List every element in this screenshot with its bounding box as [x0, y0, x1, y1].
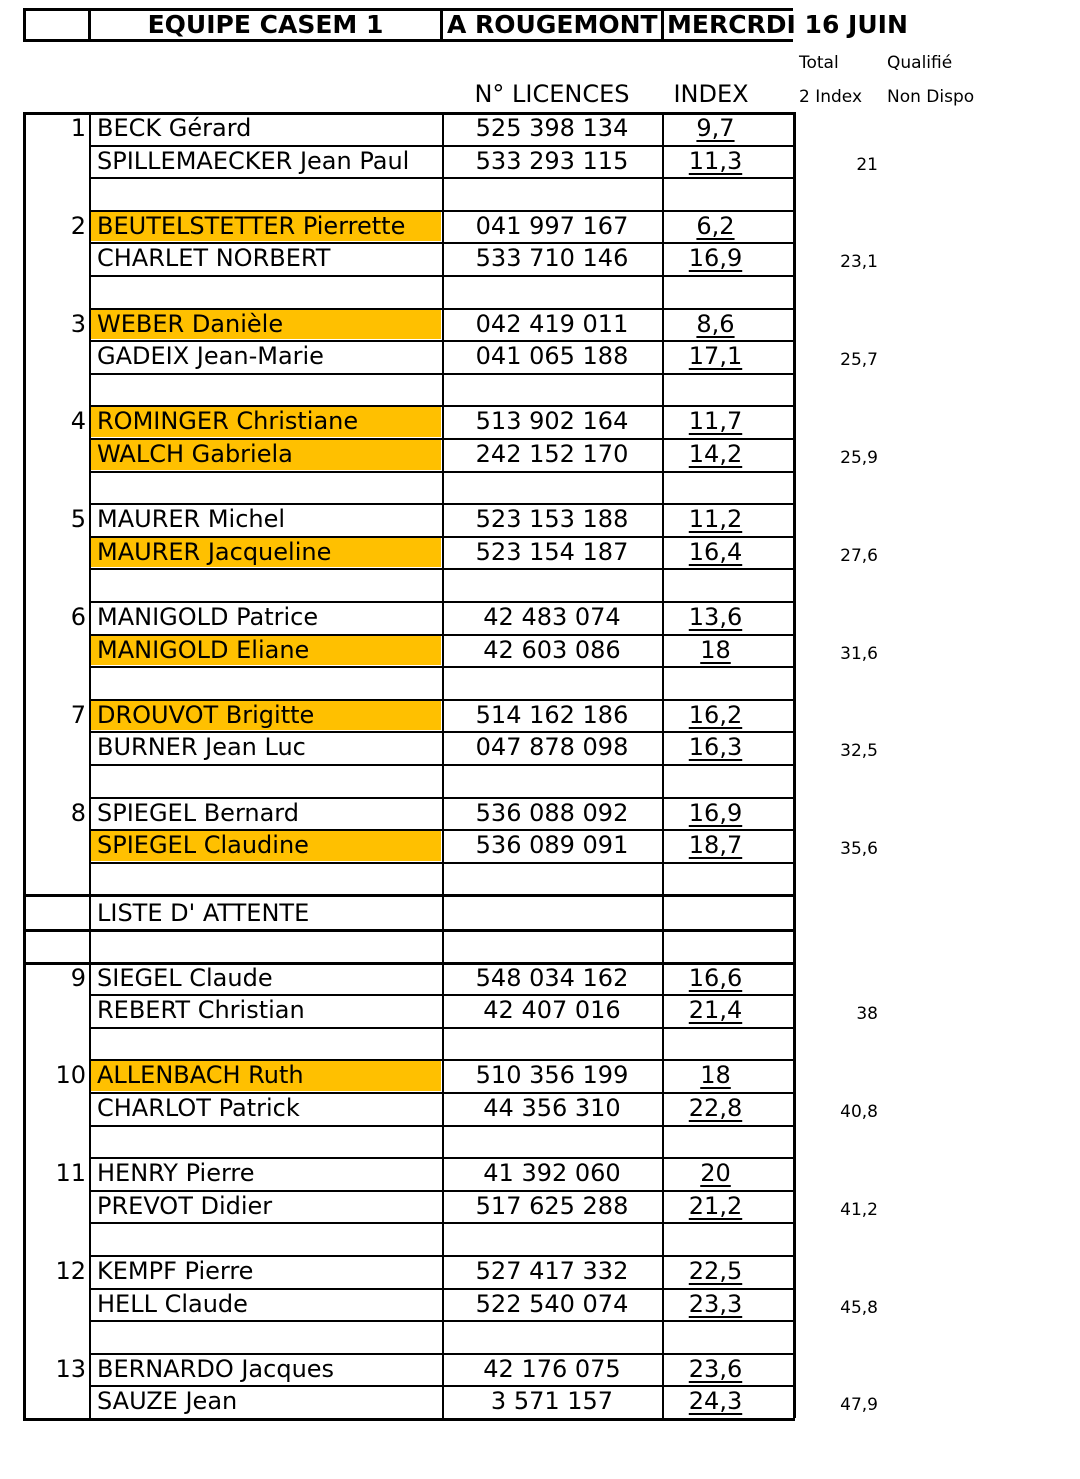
licence-number: 41 392 060 [483, 1159, 621, 1188]
player-name: MAURER Jacqueline [97, 537, 332, 566]
licences-header: N° LICENCES [474, 80, 630, 108]
player-name: MAURER Michel [97, 505, 286, 534]
player-name: SPIEGEL Bernard [97, 798, 299, 827]
row-border [89, 1125, 793, 1127]
player-index: 16,2 [688, 700, 743, 729]
column-border [662, 112, 664, 1418]
row-border [89, 666, 793, 668]
total-header-line1: Total [799, 53, 839, 73]
player-name: SPIEGEL Claudine [97, 831, 309, 860]
row-border [89, 764, 793, 766]
licence-number: 047 878 098 [475, 733, 629, 762]
team-number: 12 [55, 1257, 86, 1285]
licence-number: 44 356 310 [483, 1094, 621, 1122]
player-name: ALLENBACH Ruth [97, 1061, 304, 1090]
row-border [89, 1320, 793, 1322]
qualified-header-line2: Non Dispo [887, 87, 975, 107]
team-total-index: 47,9 [840, 1395, 878, 1416]
licence-number: 517 625 288 [475, 1191, 629, 1220]
team-total-index: 31,6 [840, 643, 878, 664]
team-total-index: 25,9 [840, 448, 878, 468]
team-number: 7 [70, 700, 86, 729]
player-index: 13,6 [688, 603, 743, 631]
player-name: ROMINGER Christiane [97, 407, 359, 436]
player-index: 17,1 [688, 342, 743, 371]
licence-number: 513 902 164 [475, 407, 629, 436]
player-index: 14,2 [688, 440, 743, 468]
licence-number: 523 154 187 [475, 537, 629, 566]
licence-number: 522 540 074 [475, 1289, 629, 1318]
row-border [89, 177, 793, 179]
player-index: 11,3 [688, 146, 743, 175]
licence-number: 042 419 011 [475, 309, 629, 338]
player-index: 16,9 [688, 798, 743, 827]
player-index: 21,4 [688, 996, 743, 1025]
player-name: HELL Claude [97, 1289, 248, 1318]
player-index: 18 [700, 1061, 731, 1090]
player-index: 11,7 [688, 407, 743, 436]
team-number: 4 [70, 407, 86, 436]
licence-number: 510 356 199 [475, 1061, 629, 1090]
team-number: 5 [70, 505, 86, 534]
player-index: 21,2 [688, 1191, 743, 1220]
team-number: 1 [70, 114, 86, 142]
player-name: KEMPF Pierre [97, 1257, 254, 1285]
row-border [89, 862, 793, 864]
team-total-index: 21 [856, 154, 878, 175]
player-name: SAUZE Jean [97, 1387, 238, 1416]
player-name: GADEIX Jean-Marie [97, 342, 324, 371]
row-border [89, 275, 793, 277]
licence-number: 533 710 146 [475, 244, 629, 273]
team-number: 3 [70, 309, 86, 338]
player-index: 16,9 [688, 244, 743, 273]
licence-number: 42 603 086 [483, 635, 621, 664]
licence-number: 041 997 167 [475, 211, 629, 240]
team-total-index: 32,5 [840, 741, 878, 762]
player-index: 22,8 [688, 1094, 743, 1122]
player-name: DROUVOT Brigitte [97, 700, 315, 729]
team-title: EQUIPE CASEM 1 [147, 10, 384, 39]
player-name: MANIGOLD Patrice [97, 603, 319, 631]
player-name: WEBER Danièle [97, 309, 284, 338]
team-number: 9 [70, 963, 86, 992]
team-number: 10 [55, 1061, 86, 1090]
licence-number: 525 398 134 [475, 114, 629, 142]
player-name: SPILLEMAECKER Jean Paul [97, 146, 410, 175]
player-name: SIEGEL Claude [97, 963, 273, 992]
licence-number: 536 088 092 [475, 798, 629, 827]
total-header-line2: 2 Index [799, 87, 863, 107]
team-number: 11 [55, 1159, 86, 1188]
player-name: MANIGOLD Eliane [97, 635, 310, 664]
player-index: 6,2 [696, 211, 735, 240]
row-border [23, 1418, 795, 1421]
location-label: A ROUGEMONT [447, 10, 658, 39]
team-number: 6 [70, 603, 86, 631]
licence-number: 42 407 016 [483, 996, 621, 1025]
player-index: 16,3 [688, 733, 743, 762]
licence-number: 3 571 157 [490, 1387, 614, 1416]
team-total-index: 25,7 [840, 350, 878, 371]
team-total-index: 41,2 [840, 1199, 878, 1220]
column-border [793, 112, 796, 1418]
player-index: 16,6 [688, 963, 743, 992]
team-total-index: 38 [856, 1004, 878, 1025]
index-header: INDEX [673, 80, 749, 108]
licence-number: 533 293 115 [475, 146, 629, 175]
player-index: 18 [700, 635, 731, 664]
player-name: HENRY Pierre [97, 1159, 255, 1188]
player-name: REBERT Christian [97, 996, 305, 1025]
licence-number: 536 089 091 [475, 831, 629, 860]
row-border [89, 568, 793, 570]
player-index: 20 [700, 1159, 731, 1188]
player-index: 16,4 [688, 537, 743, 566]
player-name: BEUTELSTETTER Pierrette [97, 211, 406, 240]
waiting-list-label: LISTE D' ATTENTE [97, 899, 310, 928]
licence-number: 523 153 188 [475, 505, 629, 534]
player-index: 24,3 [688, 1387, 743, 1416]
team-total-index: 45,8 [840, 1297, 878, 1318]
licence-number: 041 065 188 [475, 342, 629, 371]
team-total-index: 23,1 [840, 252, 878, 273]
licence-number: 42 176 075 [483, 1354, 621, 1383]
player-index: 23,3 [688, 1289, 743, 1318]
team-number: 2 [70, 211, 86, 240]
row-border [89, 471, 793, 473]
licence-number: 527 417 332 [475, 1257, 629, 1285]
player-name: BERNARDO Jacques [97, 1354, 335, 1383]
row-border [89, 373, 793, 375]
player-name: BURNER Jean Luc [97, 733, 306, 762]
player-index: 23,6 [688, 1354, 743, 1383]
column-border [89, 112, 91, 1418]
team-total-index: 40,8 [840, 1102, 878, 1122]
licence-number: 242 152 170 [475, 440, 629, 468]
player-name: CHARLOT Patrick [97, 1094, 300, 1122]
row-border [89, 1222, 793, 1224]
column-border [442, 112, 444, 1418]
team-total-index: 27,6 [840, 545, 878, 566]
player-name: PREVOT Didier [97, 1191, 273, 1220]
date-label: MERCRDI 16 JUIN [667, 10, 908, 39]
player-index: 22,5 [688, 1257, 743, 1285]
team-total-index: 35,6 [840, 839, 878, 860]
player-index: 9,7 [696, 114, 735, 142]
player-index: 11,2 [688, 505, 743, 534]
row-border [23, 929, 793, 932]
player-index: 8,6 [696, 309, 735, 338]
player-name: CHARLET NORBERT [97, 244, 331, 273]
licence-number: 42 483 074 [483, 603, 621, 631]
qualified-header-line1: Qualifié [887, 53, 953, 73]
column-border [23, 112, 26, 1418]
team-number: 8 [70, 798, 86, 827]
licence-number: 514 162 186 [475, 700, 629, 729]
player-name: BECK Gérard [97, 114, 252, 142]
licence-number: 548 034 162 [475, 963, 629, 992]
player-index: 18,7 [688, 831, 743, 860]
player-name: WALCH Gabriela [97, 440, 293, 468]
team-number: 13 [55, 1354, 86, 1383]
row-border [89, 1027, 793, 1029]
